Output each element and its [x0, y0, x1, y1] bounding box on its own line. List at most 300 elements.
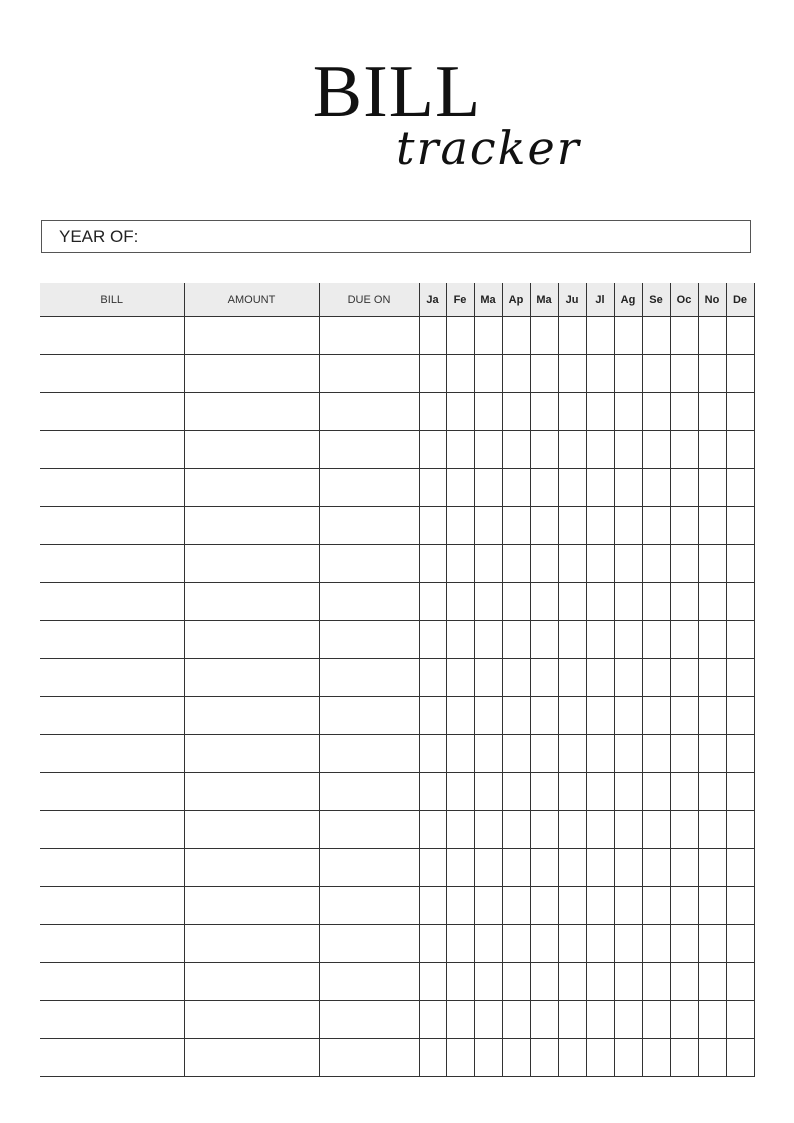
- table-cell[interactable]: [319, 507, 419, 545]
- table-cell[interactable]: [319, 887, 419, 925]
- table-cell[interactable]: [184, 507, 319, 545]
- month-check-cell[interactable]: [446, 431, 474, 469]
- month-check-cell[interactable]: [698, 545, 726, 583]
- month-check-cell[interactable]: [419, 317, 446, 355]
- month-check-cell[interactable]: [446, 393, 474, 431]
- month-check-cell[interactable]: [419, 507, 446, 545]
- month-check-cell[interactable]: [614, 811, 642, 849]
- month-check-cell[interactable]: [530, 811, 558, 849]
- month-check-cell[interactable]: [614, 507, 642, 545]
- month-check-cell[interactable]: [642, 773, 670, 811]
- month-check-cell[interactable]: [614, 621, 642, 659]
- month-check-cell[interactable]: [614, 735, 642, 773]
- month-check-cell[interactable]: [474, 431, 502, 469]
- month-check-cell[interactable]: [670, 507, 698, 545]
- month-check-cell[interactable]: [642, 355, 670, 393]
- table-cell[interactable]: [40, 545, 184, 583]
- month-check-cell[interactable]: [530, 1001, 558, 1039]
- month-check-cell[interactable]: [446, 735, 474, 773]
- month-check-cell[interactable]: [614, 697, 642, 735]
- month-check-cell[interactable]: [474, 469, 502, 507]
- month-check-cell[interactable]: [698, 849, 726, 887]
- month-check-cell[interactable]: [558, 545, 586, 583]
- month-check-cell[interactable]: [419, 545, 446, 583]
- month-check-cell[interactable]: [586, 811, 614, 849]
- month-check-cell[interactable]: [670, 811, 698, 849]
- table-cell[interactable]: [40, 393, 184, 431]
- month-check-cell[interactable]: [530, 355, 558, 393]
- month-check-cell[interactable]: [698, 887, 726, 925]
- month-check-cell[interactable]: [446, 545, 474, 583]
- month-check-cell[interactable]: [642, 1001, 670, 1039]
- month-check-cell[interactable]: [698, 773, 726, 811]
- month-check-cell[interactable]: [502, 659, 530, 697]
- month-check-cell[interactable]: [670, 317, 698, 355]
- month-check-cell[interactable]: [530, 507, 558, 545]
- month-check-cell[interactable]: [642, 621, 670, 659]
- month-check-cell[interactable]: [642, 317, 670, 355]
- table-cell[interactable]: [184, 469, 319, 507]
- month-check-cell[interactable]: [670, 393, 698, 431]
- month-check-cell[interactable]: [726, 811, 754, 849]
- month-check-cell[interactable]: [614, 583, 642, 621]
- month-check-cell[interactable]: [558, 849, 586, 887]
- month-check-cell[interactable]: [446, 773, 474, 811]
- month-check-cell[interactable]: [698, 507, 726, 545]
- month-check-cell[interactable]: [726, 317, 754, 355]
- month-check-cell[interactable]: [614, 469, 642, 507]
- month-check-cell[interactable]: [502, 621, 530, 659]
- month-check-cell[interactable]: [670, 849, 698, 887]
- table-cell[interactable]: [319, 431, 419, 469]
- table-cell[interactable]: [319, 1039, 419, 1077]
- month-check-cell[interactable]: [586, 887, 614, 925]
- month-check-cell[interactable]: [474, 545, 502, 583]
- table-cell[interactable]: [319, 925, 419, 963]
- month-check-cell[interactable]: [530, 431, 558, 469]
- month-check-cell[interactable]: [502, 469, 530, 507]
- month-check-cell[interactable]: [446, 963, 474, 1001]
- table-cell[interactable]: [184, 355, 319, 393]
- month-check-cell[interactable]: [614, 431, 642, 469]
- table-cell[interactable]: [40, 735, 184, 773]
- month-check-cell[interactable]: [530, 583, 558, 621]
- month-check-cell[interactable]: [586, 545, 614, 583]
- month-check-cell[interactable]: [530, 925, 558, 963]
- month-check-cell[interactable]: [726, 849, 754, 887]
- table-cell[interactable]: [184, 1001, 319, 1039]
- table-cell[interactable]: [319, 1001, 419, 1039]
- table-cell[interactable]: [40, 811, 184, 849]
- table-cell[interactable]: [319, 659, 419, 697]
- month-check-cell[interactable]: [698, 583, 726, 621]
- month-check-cell[interactable]: [446, 925, 474, 963]
- month-check-cell[interactable]: [642, 507, 670, 545]
- table-cell[interactable]: [184, 621, 319, 659]
- month-check-cell[interactable]: [670, 621, 698, 659]
- month-check-cell[interactable]: [419, 621, 446, 659]
- month-check-cell[interactable]: [474, 887, 502, 925]
- month-check-cell[interactable]: [558, 735, 586, 773]
- table-cell[interactable]: [184, 735, 319, 773]
- month-check-cell[interactable]: [726, 1039, 754, 1077]
- month-check-cell[interactable]: [726, 469, 754, 507]
- month-check-cell[interactable]: [419, 659, 446, 697]
- month-check-cell[interactable]: [474, 697, 502, 735]
- month-check-cell[interactable]: [502, 507, 530, 545]
- month-check-cell[interactable]: [558, 659, 586, 697]
- month-check-cell[interactable]: [419, 355, 446, 393]
- month-check-cell[interactable]: [446, 697, 474, 735]
- table-cell[interactable]: [40, 849, 184, 887]
- month-check-cell[interactable]: [642, 735, 670, 773]
- month-check-cell[interactable]: [446, 317, 474, 355]
- month-check-cell[interactable]: [614, 1001, 642, 1039]
- month-check-cell[interactable]: [670, 925, 698, 963]
- table-cell[interactable]: [184, 1039, 319, 1077]
- month-check-cell[interactable]: [642, 697, 670, 735]
- month-check-cell[interactable]: [642, 659, 670, 697]
- month-check-cell[interactable]: [586, 659, 614, 697]
- month-check-cell[interactable]: [558, 469, 586, 507]
- month-check-cell[interactable]: [474, 317, 502, 355]
- month-check-cell[interactable]: [642, 393, 670, 431]
- month-check-cell[interactable]: [586, 355, 614, 393]
- month-check-cell[interactable]: [446, 887, 474, 925]
- month-check-cell[interactable]: [614, 393, 642, 431]
- month-check-cell[interactable]: [419, 1039, 446, 1077]
- month-check-cell[interactable]: [614, 1039, 642, 1077]
- table-cell[interactable]: [40, 507, 184, 545]
- month-check-cell[interactable]: [642, 963, 670, 1001]
- month-check-cell[interactable]: [558, 1001, 586, 1039]
- table-cell[interactable]: [319, 697, 419, 735]
- month-check-cell[interactable]: [474, 963, 502, 1001]
- month-check-cell[interactable]: [474, 393, 502, 431]
- month-check-cell[interactable]: [698, 393, 726, 431]
- table-cell[interactable]: [184, 811, 319, 849]
- month-check-cell[interactable]: [419, 1001, 446, 1039]
- month-check-cell[interactable]: [614, 355, 642, 393]
- month-check-cell[interactable]: [502, 317, 530, 355]
- table-cell[interactable]: [319, 811, 419, 849]
- month-check-cell[interactable]: [726, 583, 754, 621]
- month-check-cell[interactable]: [558, 431, 586, 469]
- month-check-cell[interactable]: [474, 659, 502, 697]
- table-cell[interactable]: [40, 773, 184, 811]
- table-cell[interactable]: [40, 355, 184, 393]
- month-check-cell[interactable]: [670, 583, 698, 621]
- month-check-cell[interactable]: [530, 659, 558, 697]
- month-check-cell[interactable]: [446, 849, 474, 887]
- month-check-cell[interactable]: [586, 1001, 614, 1039]
- table-cell[interactable]: [40, 431, 184, 469]
- month-check-cell[interactable]: [670, 963, 698, 1001]
- month-check-cell[interactable]: [558, 1039, 586, 1077]
- table-cell[interactable]: [40, 317, 184, 355]
- table-cell[interactable]: [319, 735, 419, 773]
- month-check-cell[interactable]: [698, 469, 726, 507]
- month-check-cell[interactable]: [474, 583, 502, 621]
- table-cell[interactable]: [40, 1001, 184, 1039]
- month-check-cell[interactable]: [502, 887, 530, 925]
- month-check-cell[interactable]: [642, 583, 670, 621]
- month-check-cell[interactable]: [726, 393, 754, 431]
- table-cell[interactable]: [319, 849, 419, 887]
- month-check-cell[interactable]: [419, 887, 446, 925]
- table-cell[interactable]: [319, 773, 419, 811]
- month-check-cell[interactable]: [474, 355, 502, 393]
- month-check-cell[interactable]: [726, 925, 754, 963]
- month-check-cell[interactable]: [419, 583, 446, 621]
- month-check-cell[interactable]: [670, 1039, 698, 1077]
- month-check-cell[interactable]: [642, 431, 670, 469]
- table-cell[interactable]: [184, 317, 319, 355]
- month-check-cell[interactable]: [586, 583, 614, 621]
- table-cell[interactable]: [319, 583, 419, 621]
- month-check-cell[interactable]: [726, 963, 754, 1001]
- month-check-cell[interactable]: [698, 659, 726, 697]
- month-check-cell[interactable]: [530, 887, 558, 925]
- month-check-cell[interactable]: [642, 1039, 670, 1077]
- month-check-cell[interactable]: [558, 621, 586, 659]
- month-check-cell[interactable]: [446, 659, 474, 697]
- month-check-cell[interactable]: [530, 963, 558, 1001]
- month-check-cell[interactable]: [474, 849, 502, 887]
- month-check-cell[interactable]: [558, 811, 586, 849]
- month-check-cell[interactable]: [502, 811, 530, 849]
- month-check-cell[interactable]: [502, 431, 530, 469]
- month-check-cell[interactable]: [614, 963, 642, 1001]
- month-check-cell[interactable]: [419, 469, 446, 507]
- month-check-cell[interactable]: [419, 393, 446, 431]
- month-check-cell[interactable]: [642, 811, 670, 849]
- month-check-cell[interactable]: [698, 735, 726, 773]
- table-cell[interactable]: [184, 545, 319, 583]
- month-check-cell[interactable]: [586, 317, 614, 355]
- month-check-cell[interactable]: [446, 811, 474, 849]
- month-check-cell[interactable]: [698, 621, 726, 659]
- month-check-cell[interactable]: [474, 507, 502, 545]
- month-check-cell[interactable]: [670, 545, 698, 583]
- month-check-cell[interactable]: [446, 583, 474, 621]
- month-check-cell[interactable]: [558, 317, 586, 355]
- month-check-cell[interactable]: [726, 735, 754, 773]
- month-check-cell[interactable]: [530, 545, 558, 583]
- table-cell[interactable]: [319, 545, 419, 583]
- month-check-cell[interactable]: [419, 963, 446, 1001]
- month-check-cell[interactable]: [726, 773, 754, 811]
- month-check-cell[interactable]: [558, 697, 586, 735]
- table-cell[interactable]: [184, 963, 319, 1001]
- month-check-cell[interactable]: [726, 431, 754, 469]
- month-check-cell[interactable]: [502, 963, 530, 1001]
- month-check-cell[interactable]: [670, 773, 698, 811]
- month-check-cell[interactable]: [670, 355, 698, 393]
- month-check-cell[interactable]: [614, 317, 642, 355]
- month-check-cell[interactable]: [670, 469, 698, 507]
- month-check-cell[interactable]: [698, 1001, 726, 1039]
- month-check-cell[interactable]: [530, 469, 558, 507]
- month-check-cell[interactable]: [446, 1001, 474, 1039]
- table-cell[interactable]: [184, 887, 319, 925]
- month-check-cell[interactable]: [530, 621, 558, 659]
- month-check-cell[interactable]: [474, 735, 502, 773]
- month-check-cell[interactable]: [586, 849, 614, 887]
- table-cell[interactable]: [184, 773, 319, 811]
- month-check-cell[interactable]: [698, 431, 726, 469]
- month-check-cell[interactable]: [530, 1039, 558, 1077]
- month-check-cell[interactable]: [502, 545, 530, 583]
- month-check-cell[interactable]: [614, 545, 642, 583]
- month-check-cell[interactable]: [614, 887, 642, 925]
- month-check-cell[interactable]: [502, 925, 530, 963]
- table-cell[interactable]: [319, 963, 419, 1001]
- month-check-cell[interactable]: [502, 697, 530, 735]
- table-cell[interactable]: [40, 887, 184, 925]
- month-check-cell[interactable]: [530, 773, 558, 811]
- month-check-cell[interactable]: [530, 697, 558, 735]
- month-check-cell[interactable]: [726, 659, 754, 697]
- month-check-cell[interactable]: [586, 507, 614, 545]
- month-check-cell[interactable]: [586, 393, 614, 431]
- month-check-cell[interactable]: [670, 887, 698, 925]
- month-check-cell[interactable]: [502, 355, 530, 393]
- month-check-cell[interactable]: [530, 393, 558, 431]
- month-check-cell[interactable]: [698, 317, 726, 355]
- month-check-cell[interactable]: [670, 697, 698, 735]
- month-check-cell[interactable]: [474, 773, 502, 811]
- year-field[interactable]: [41, 220, 751, 253]
- month-check-cell[interactable]: [474, 925, 502, 963]
- month-check-cell[interactable]: [726, 545, 754, 583]
- table-cell[interactable]: [40, 963, 184, 1001]
- month-check-cell[interactable]: [642, 887, 670, 925]
- month-check-cell[interactable]: [558, 773, 586, 811]
- month-check-cell[interactable]: [419, 431, 446, 469]
- month-check-cell[interactable]: [446, 1039, 474, 1077]
- month-check-cell[interactable]: [726, 355, 754, 393]
- month-check-cell[interactable]: [698, 925, 726, 963]
- month-check-cell[interactable]: [502, 773, 530, 811]
- month-check-cell[interactable]: [502, 735, 530, 773]
- month-check-cell[interactable]: [530, 317, 558, 355]
- month-check-cell[interactable]: [614, 773, 642, 811]
- month-check-cell[interactable]: [558, 355, 586, 393]
- table-cell[interactable]: [40, 1039, 184, 1077]
- month-check-cell[interactable]: [698, 1039, 726, 1077]
- table-cell[interactable]: [40, 925, 184, 963]
- month-check-cell[interactable]: [558, 887, 586, 925]
- month-check-cell[interactable]: [642, 849, 670, 887]
- month-check-cell[interactable]: [419, 811, 446, 849]
- month-check-cell[interactable]: [586, 621, 614, 659]
- month-check-cell[interactable]: [419, 773, 446, 811]
- month-check-cell[interactable]: [530, 849, 558, 887]
- month-check-cell[interactable]: [586, 925, 614, 963]
- month-check-cell[interactable]: [586, 431, 614, 469]
- month-check-cell[interactable]: [419, 925, 446, 963]
- month-check-cell[interactable]: [419, 849, 446, 887]
- month-check-cell[interactable]: [614, 659, 642, 697]
- month-check-cell[interactable]: [446, 507, 474, 545]
- month-check-cell[interactable]: [502, 583, 530, 621]
- month-check-cell[interactable]: [502, 1039, 530, 1077]
- month-check-cell[interactable]: [726, 1001, 754, 1039]
- table-cell[interactable]: [184, 849, 319, 887]
- table-cell[interactable]: [184, 659, 319, 697]
- month-check-cell[interactable]: [474, 1039, 502, 1077]
- month-check-cell[interactable]: [642, 545, 670, 583]
- month-check-cell[interactable]: [558, 583, 586, 621]
- month-check-cell[interactable]: [670, 735, 698, 773]
- table-cell[interactable]: [319, 355, 419, 393]
- month-check-cell[interactable]: [698, 697, 726, 735]
- table-cell[interactable]: [184, 583, 319, 621]
- month-check-cell[interactable]: [586, 773, 614, 811]
- month-check-cell[interactable]: [670, 659, 698, 697]
- month-check-cell[interactable]: [558, 925, 586, 963]
- month-check-cell[interactable]: [419, 697, 446, 735]
- table-cell[interactable]: [40, 697, 184, 735]
- month-check-cell[interactable]: [586, 1039, 614, 1077]
- month-check-cell[interactable]: [614, 849, 642, 887]
- table-cell[interactable]: [319, 393, 419, 431]
- month-check-cell[interactable]: [670, 1001, 698, 1039]
- table-cell[interactable]: [184, 431, 319, 469]
- table-cell[interactable]: [40, 621, 184, 659]
- month-check-cell[interactable]: [474, 1001, 502, 1039]
- month-check-cell[interactable]: [558, 393, 586, 431]
- table-cell[interactable]: [40, 583, 184, 621]
- month-check-cell[interactable]: [586, 735, 614, 773]
- month-check-cell[interactable]: [726, 887, 754, 925]
- month-check-cell[interactable]: [698, 963, 726, 1001]
- table-cell[interactable]: [184, 393, 319, 431]
- table-cell[interactable]: [319, 621, 419, 659]
- month-check-cell[interactable]: [726, 697, 754, 735]
- month-check-cell[interactable]: [558, 963, 586, 1001]
- month-check-cell[interactable]: [698, 811, 726, 849]
- month-check-cell[interactable]: [502, 393, 530, 431]
- month-check-cell[interactable]: [446, 355, 474, 393]
- month-check-cell[interactable]: [419, 735, 446, 773]
- month-check-cell[interactable]: [502, 849, 530, 887]
- month-check-cell[interactable]: [502, 1001, 530, 1039]
- month-check-cell[interactable]: [642, 925, 670, 963]
- table-cell[interactable]: [319, 469, 419, 507]
- month-check-cell[interactable]: [726, 621, 754, 659]
- table-cell[interactable]: [319, 317, 419, 355]
- month-check-cell[interactable]: [530, 735, 558, 773]
- month-check-cell[interactable]: [726, 507, 754, 545]
- month-check-cell[interactable]: [446, 621, 474, 659]
- month-check-cell[interactable]: [558, 507, 586, 545]
- table-cell[interactable]: [40, 469, 184, 507]
- month-check-cell[interactable]: [670, 431, 698, 469]
- month-check-cell[interactable]: [586, 697, 614, 735]
- month-check-cell[interactable]: [446, 469, 474, 507]
- table-cell[interactable]: [184, 697, 319, 735]
- month-check-cell[interactable]: [642, 469, 670, 507]
- month-check-cell[interactable]: [586, 963, 614, 1001]
- table-cell[interactable]: [184, 925, 319, 963]
- month-check-cell[interactable]: [474, 621, 502, 659]
- month-check-cell[interactable]: [586, 469, 614, 507]
- month-check-cell[interactable]: [698, 355, 726, 393]
- month-check-cell[interactable]: [614, 925, 642, 963]
- table-cell[interactable]: [40, 659, 184, 697]
